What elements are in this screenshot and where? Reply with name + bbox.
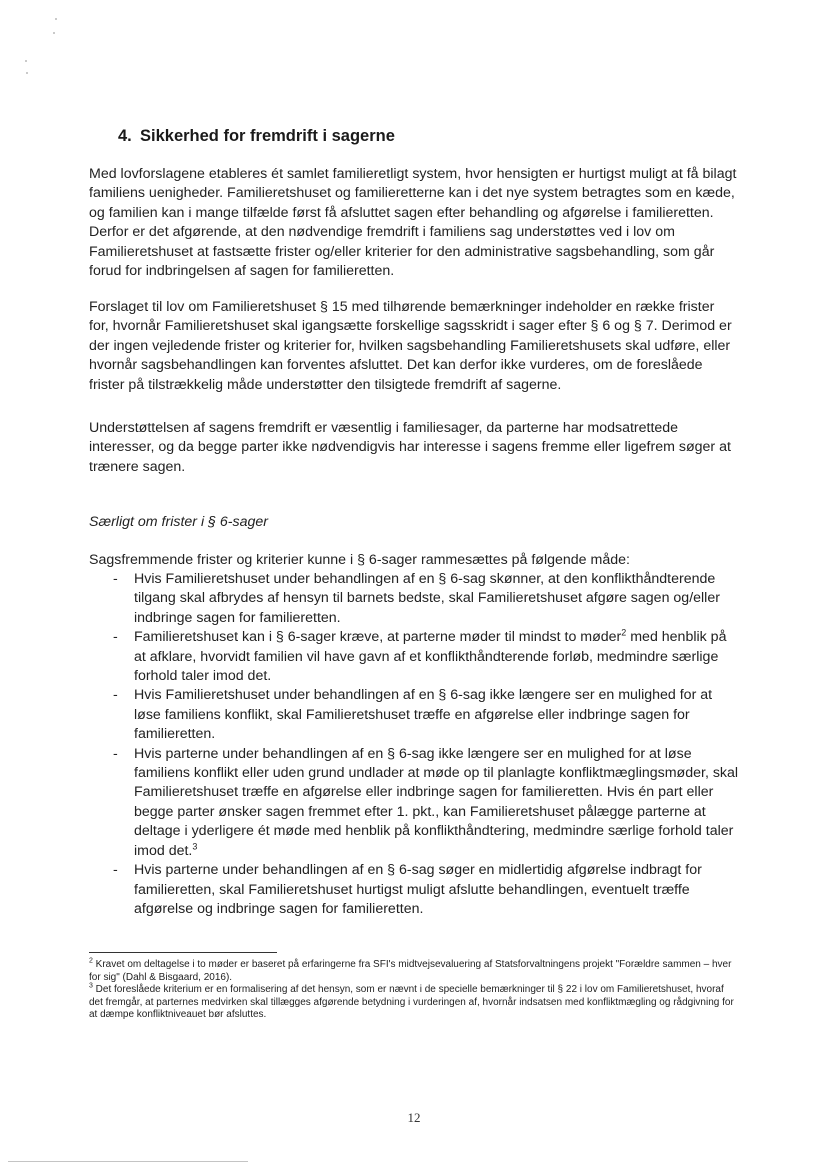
footnote-mark: 3 (89, 982, 93, 990)
section-number: 4. (118, 127, 132, 145)
list-item (89, 570, 739, 628)
paragraph: Forslaget til lov om Familieretshuset § 15 med tilhørende bemærkninger indeholder en række frister for, hvornår Familieretshuset skal igangsætte forskellige sagsskridt i sager efter § 6 og § 7. Derimod er der ingen vejledende frister og kriterier for, hvilken sagsbehandling Familieretshusets skal udføre, eller hvornår sagsbehandlingen kan forventes afsluttet. Det kan derfor ikke vurderes, om de foreslåede frister på tilstrækkelig måde understøtter den tilsigtede fremdrift af sagerne. (89, 299, 732, 393)
paragraph: Understøttelsen af sagens fremdrift er væsentlig i familiesager, da parterne har modsatrettede interesser, og da begge parter ikke nødvendigvis har interesse i sagens fremme eller ligefrem søger at trænere sagen. (89, 420, 731, 475)
scan-speck (25, 60, 27, 62)
footnote-reference[interactable]: 2 (621, 627, 627, 638)
footnote (89, 959, 739, 984)
footnote-text: Kravet om deltagelse i to møder er baseret på erfaringerne fra SFI's midtvejsevaluering af Statsforvaltningens projekt "Forældre sammen – hver for sig" (Dahl & Bisgaard, 2016). (89, 959, 732, 983)
footnote (89, 984, 739, 1022)
list-intro: Sagsfremmende frister og kriterier kunne i § 6-sager rammesættes på følgende måde: (89, 552, 630, 568)
footnote-divider (89, 952, 277, 953)
scan-speck (26, 72, 28, 74)
list-item (89, 861, 739, 919)
section-heading (118, 127, 395, 146)
list-item (89, 628, 739, 686)
list-dash: - (113, 629, 118, 646)
footnotes (89, 959, 739, 1022)
list-item-text-continued: med henblik på at afklare, hvorvidt familien vil have gavn af et konflikthåndterende forløb, medmindre særlige forhold taler imod det. (134, 629, 727, 685)
list-dash: - (113, 745, 118, 762)
list-item-text: Familieretshuset kan i § 6-sager kræve, at parterne møder til mindst to møder (134, 629, 622, 646)
criteria-list (89, 570, 739, 919)
list-item-text: Hvis parterne under behandlingen af en § 6-sag søger en midlertidig afgørelse indbragt for familieretten, skal Familieretshuset hurtigst muligt afslutte behandlingen, eventuelt træffe afgørelse og indbringe sagen for familieretten. (134, 862, 702, 917)
list-dash: - (113, 571, 118, 587)
scan-speck (53, 32, 55, 34)
scan-edge-line (8, 1161, 248, 1162)
footnote-reference[interactable]: 3 (192, 840, 198, 851)
list-item-text: Hvis Familieretshuset under behandlingen af en § 6-sag ikke længere ser en mulighed for at løse familiens konflikt, skal Familieretshuset træffe en afgørelse eller indbringe sagen for familieretten. (134, 687, 713, 743)
footnote-text: Det foreslåede kriterium er en formalisering af det hensyn, som er nævnt i de specielle bemærkninger til § 22 i lov om Familieretshuset, hvoraf det fremgår, at parternes medvirken skal tillægges afgørende betydning i vurderingen af, hvornår indsatsen med konfliktmægling og rådgivning for at dæmpe konfliktniveauet bør afsluttes. (89, 984, 734, 1021)
footnote-mark: 2 (89, 957, 93, 965)
list-item (89, 745, 739, 861)
section-title: Sikkerhed for fremdrift i sagerne (140, 127, 395, 145)
subheading: Særligt om frister i § 6-sager (89, 514, 268, 530)
scan-speck (55, 18, 57, 20)
list-dash: - (113, 862, 118, 879)
list-item-text: Hvis Familieretshuset under behandlingen af en § 6-sag skønner, at den konflikthåndterende tilgang skal afbrydes af hensyn til barnets bedste, skal Familieretshuset afgøre sagen og/eller indbringe sagen for familieretten. (134, 571, 720, 626)
page-number: 12 (407, 1110, 421, 1125)
list-item (89, 686, 739, 744)
list-item-text: Hvis parterne under behandlingen af en § 6-sag ikke længere ser en mulighed for at løse familiens konflikt eller uden grund undlader at møde op til planlagte konfliktmæglingsmøder, skal Familieretshuset træffe en afgørelse eller indbringe sagen for familieretten. Hvis én part eller begge parter ønsker sagen fremmet efter 1. pkt., kan Familieretshuset pålægge parterne at deltage i yderligere ét møde med henblik på konflikthåndtering, medmindre særlige forhold taler imod det. (134, 745, 739, 859)
paragraph: Med lovforslagene etableres ét samlet familieretligt system, hvor hensigten er hurtigst muligt at få bilagt familiens uenigheder. Familieretshuset og familieretterne kan i det nye system betragtes som en kæde, og familien kan i mange tilfælde først få afsluttet sagen efter behandling og afgørelse i familieretten. Derfor er det afgørende, at den nødvendige fremdrift i familiens sag understøttes ved i lov om Familieretshuset at fastsætte frister og/eller kriterier for den administrative sagsbehandling, som går forud for indbringelsen af sagen for familieretten. (89, 166, 737, 280)
list-dash: - (113, 687, 118, 704)
